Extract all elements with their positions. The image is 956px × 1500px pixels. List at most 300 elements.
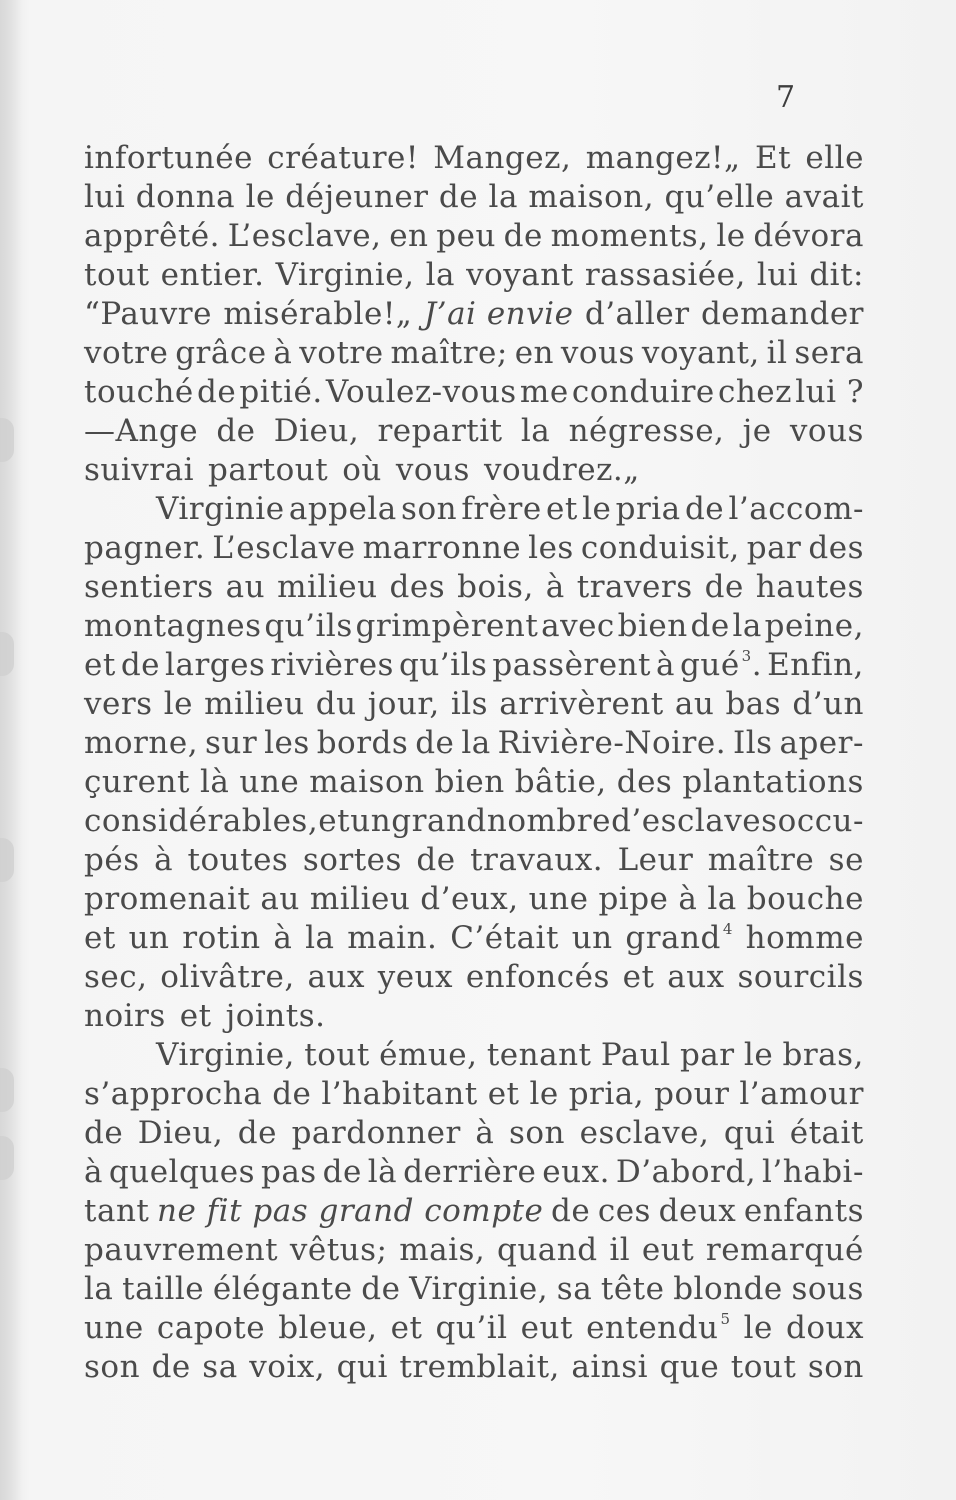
word: montagnes — [84, 608, 262, 644]
word: grimpèrent — [355, 608, 539, 644]
word: lui — [756, 257, 799, 293]
word: aux — [667, 959, 725, 995]
page-number: 7 — [776, 80, 797, 115]
word: entier. — [160, 257, 265, 293]
word: émue, — [379, 1037, 478, 1073]
word: et — [622, 959, 655, 995]
word: milieu — [204, 686, 305, 722]
word: Voulez-vous — [325, 374, 517, 410]
word: et — [179, 998, 212, 1034]
word: larges — [165, 647, 266, 683]
word: tant — [84, 1193, 150, 1229]
word: tout — [730, 1349, 797, 1385]
text-line — [84, 1075, 864, 1114]
word: le — [245, 179, 275, 215]
word: tremblait, — [399, 1349, 560, 1385]
word: des — [389, 569, 446, 605]
word: de — [361, 1271, 401, 1307]
word-with-footnote — [625, 919, 733, 958]
word: voix, — [249, 1349, 326, 1385]
word: lui ? — [795, 374, 864, 410]
word: un — [128, 920, 170, 956]
word: bas — [725, 686, 782, 722]
word: l’habi- — [762, 1154, 864, 1190]
word: de — [438, 179, 479, 215]
word: demander — [700, 296, 864, 332]
text-line — [84, 451, 864, 490]
word: d’esclaves — [611, 803, 778, 839]
word: l’accom- — [728, 491, 864, 527]
word: la — [425, 257, 455, 293]
word: Virginie, — [409, 1271, 549, 1307]
word: pauvrement — [84, 1232, 279, 1268]
text-line — [84, 1309, 864, 1348]
word: se — [828, 842, 864, 878]
word: touché — [84, 374, 194, 410]
word: morne, — [84, 725, 199, 761]
word: de — [322, 1154, 362, 1190]
word: qui — [336, 1349, 388, 1385]
word: enfants — [743, 1193, 864, 1229]
word: tout — [84, 257, 150, 293]
word: de — [196, 374, 237, 410]
word: Virginie — [156, 491, 285, 527]
word: quelques — [108, 1154, 256, 1190]
word: d’aller — [584, 296, 690, 332]
word: Mangez, — [433, 140, 572, 176]
word: dit: — [809, 257, 864, 293]
binding-hole — [0, 632, 14, 676]
word: conduisit, — [580, 530, 740, 566]
word: travers — [576, 569, 693, 605]
word: des — [616, 764, 673, 800]
text-line — [84, 295, 864, 334]
word: la — [520, 413, 551, 449]
word: le — [582, 491, 612, 527]
word: vous — [395, 452, 470, 488]
word: bois, — [457, 569, 534, 605]
word: maison — [309, 764, 425, 800]
word: entendu — [586, 1310, 719, 1346]
word: vêtus; — [289, 1232, 388, 1268]
text-line — [84, 997, 864, 1036]
word: où — [342, 452, 382, 488]
italic-phrase: ne fit pas grand compte — [157, 1193, 544, 1229]
word: au — [260, 881, 300, 917]
word: de — [272, 1076, 312, 1112]
text-line — [84, 334, 864, 373]
word: il — [609, 1232, 631, 1268]
word: aux — [307, 959, 365, 995]
word: peu — [436, 218, 496, 254]
word: de — [84, 1115, 124, 1151]
word: tenant — [486, 1037, 592, 1073]
word: sur — [204, 725, 258, 761]
word: gué — [680, 647, 740, 683]
word: bâtie, — [514, 764, 607, 800]
word: une — [84, 1310, 144, 1346]
word: Ils — [732, 725, 773, 761]
word: de — [684, 491, 725, 527]
word: de — [416, 842, 456, 878]
word: votre — [299, 335, 384, 371]
word: à — [84, 1154, 103, 1190]
word: moments, — [550, 218, 709, 254]
text-line — [84, 412, 864, 451]
binding-hole — [0, 1136, 14, 1180]
word: je — [742, 413, 772, 449]
word: tête — [600, 1271, 665, 1307]
word: C’était — [450, 920, 559, 956]
word: travaux. — [470, 842, 604, 878]
text-line — [84, 256, 864, 295]
word: yeux — [377, 959, 454, 995]
word: rivières — [270, 647, 394, 683]
word: que — [659, 1349, 720, 1385]
word: olivâtre, — [160, 959, 295, 995]
word: son — [84, 1349, 141, 1385]
word: partout — [208, 452, 329, 488]
text-line — [84, 685, 864, 724]
word: passèrent — [492, 647, 651, 683]
word: L’esclave — [212, 530, 356, 566]
word: pitié. — [239, 374, 323, 410]
text-line — [84, 724, 864, 763]
word: esclave, — [579, 1115, 710, 1151]
word: arrivèrent — [499, 686, 664, 722]
word: suivrai — [84, 452, 195, 488]
word: elle — [805, 140, 864, 176]
text-line — [84, 607, 864, 646]
word: qu’il — [435, 1310, 508, 1346]
binding-hole — [0, 838, 14, 882]
word: avait — [784, 179, 864, 215]
text-line — [84, 529, 864, 568]
text-line — [84, 1192, 864, 1231]
text-line — [84, 139, 864, 178]
word: à — [273, 920, 293, 956]
word: taille — [122, 1271, 205, 1307]
word: d’eux, — [420, 881, 519, 917]
word: rotin — [182, 920, 261, 956]
word: vous — [560, 335, 635, 371]
word: occu- — [777, 803, 864, 839]
word: en — [389, 218, 429, 254]
word: homme — [745, 920, 864, 956]
word: —Ange — [84, 413, 199, 449]
word: d’un — [792, 686, 864, 722]
word: la — [461, 725, 491, 761]
word: de — [237, 1115, 277, 1151]
word: déjeuner — [285, 179, 429, 215]
word: la — [84, 1271, 114, 1307]
word: Leur — [617, 842, 694, 878]
word: la — [707, 881, 737, 917]
word: enfoncés — [465, 959, 610, 995]
word: derrière — [403, 1154, 537, 1190]
word: milieu — [309, 881, 411, 917]
word: toutes — [187, 842, 289, 878]
text-line — [84, 373, 864, 412]
word: tout — [304, 1037, 370, 1073]
word: voyant, — [641, 335, 760, 371]
word: son — [807, 1349, 864, 1385]
word: blonde — [673, 1271, 783, 1307]
word: à — [475, 1115, 495, 1151]
word: et — [84, 647, 116, 683]
word: main. — [347, 920, 438, 956]
word: négresse, — [568, 413, 725, 449]
word: qui — [723, 1115, 776, 1151]
word: eut — [520, 1310, 573, 1346]
word: appela — [288, 491, 397, 527]
text-line — [84, 1231, 864, 1270]
word: élégante — [212, 1271, 353, 1307]
word: mangez!„ — [585, 140, 741, 176]
word: conduire — [571, 374, 715, 410]
text-line — [84, 1036, 864, 1075]
word: un — [571, 920, 613, 956]
word: à — [273, 335, 293, 371]
text-line — [84, 490, 864, 529]
word: maître — [707, 842, 815, 878]
word: jour, — [367, 686, 440, 722]
word: marronne — [362, 530, 522, 566]
word: ils — [450, 686, 489, 722]
word: doux — [786, 1310, 864, 1346]
word: pria, — [568, 1076, 645, 1112]
word: joints. — [225, 998, 326, 1034]
word: une — [239, 764, 300, 800]
word: sa — [556, 1271, 593, 1307]
word: de — [415, 725, 455, 761]
word: apprêté. — [84, 218, 220, 254]
word: la — [732, 608, 762, 644]
word: çurent — [84, 764, 190, 800]
word: et — [84, 920, 116, 956]
word: aper- — [779, 725, 864, 761]
word: sec, — [84, 959, 148, 995]
word: dévora — [753, 218, 864, 254]
word: pria — [615, 491, 681, 527]
word: maître; — [390, 335, 508, 371]
word: rassasiée, — [584, 257, 746, 293]
text-line — [84, 178, 864, 217]
text-line — [84, 763, 864, 802]
word: le — [743, 1310, 773, 1346]
word: une — [528, 881, 589, 917]
word: eut — [641, 1232, 695, 1268]
word: Virginie, — [275, 257, 415, 293]
word: avec — [541, 608, 615, 644]
word: le — [163, 686, 193, 722]
word: frère — [461, 491, 542, 527]
word: Dieu, — [137, 1115, 224, 1151]
text-line — [84, 1348, 864, 1387]
word: des — [808, 530, 864, 566]
word: pas — [260, 1154, 317, 1190]
word: la — [488, 179, 518, 215]
word: nombre — [486, 803, 611, 839]
body-text — [84, 139, 864, 1387]
word: voyant — [466, 257, 574, 293]
word: eux. — [542, 1154, 610, 1190]
word: sourcils — [737, 959, 864, 995]
footnote-marker: 3 — [741, 647, 752, 665]
word: peine, — [764, 608, 864, 644]
word: les — [528, 530, 574, 566]
word: de — [216, 413, 256, 449]
spine-shadow — [0, 0, 22, 1500]
word: qu’elle — [664, 179, 775, 215]
word: le — [716, 218, 746, 254]
word: repartit — [377, 413, 503, 449]
word: l’habitant — [321, 1076, 478, 1112]
word: qu’ils — [399, 647, 488, 683]
word: de — [503, 218, 543, 254]
word: de — [120, 647, 161, 683]
word: pipe — [598, 881, 669, 917]
word: un — [350, 803, 392, 839]
text-line — [84, 646, 864, 685]
word: “Pauvre — [84, 296, 212, 332]
italic-phrase: J’ai envie — [423, 296, 574, 332]
word: vous — [789, 413, 864, 449]
word-with-footnote — [586, 1309, 730, 1348]
word: là — [199, 764, 230, 800]
word: créature! — [267, 140, 419, 176]
word: sa — [202, 1349, 238, 1385]
text-line — [84, 919, 864, 958]
word: Dieu, — [273, 413, 360, 449]
word: Virginie, — [156, 1037, 295, 1073]
word: L’esclave, — [227, 218, 382, 254]
word: chez — [717, 374, 792, 410]
word: le — [529, 1076, 559, 1112]
text-line — [84, 1153, 864, 1192]
word: maison, — [528, 179, 655, 215]
word: bords — [316, 725, 409, 761]
word: pagner. — [84, 530, 206, 566]
word: mais, — [399, 1232, 486, 1268]
word: par — [746, 530, 802, 566]
word: donna — [135, 179, 236, 215]
word: de — [704, 569, 744, 605]
word: et — [318, 803, 351, 839]
text-line — [84, 1114, 864, 1153]
word: la — [305, 920, 335, 956]
word-with-footnote: gué $^3$. — [680, 647, 763, 683]
text-line — [84, 880, 864, 919]
word: voudrez.„ — [483, 452, 640, 488]
word: Et — [754, 140, 792, 176]
text-line — [84, 1270, 864, 1309]
word: qu’ils — [264, 608, 353, 644]
word: par — [679, 1037, 735, 1073]
word: vers — [84, 686, 153, 722]
word: noirs — [84, 998, 166, 1034]
word: considérables, — [84, 803, 319, 839]
word: pour — [654, 1076, 730, 1112]
word: l’amour — [739, 1076, 864, 1112]
footnote-marker: 5 — [720, 1310, 731, 1328]
word: de — [690, 608, 730, 644]
word: sentiers — [84, 569, 214, 605]
word: D’abord, — [615, 1154, 757, 1190]
text-line — [84, 841, 864, 880]
word: ces — [597, 1193, 651, 1229]
word: il — [766, 335, 788, 371]
binding-hole — [0, 418, 14, 462]
word: promenait — [84, 881, 251, 917]
word: était — [789, 1115, 864, 1151]
word: misérable!„ — [223, 296, 413, 332]
word: et — [545, 491, 578, 527]
word: Paul — [600, 1037, 671, 1073]
word: à — [678, 881, 698, 917]
word: pardonner — [291, 1115, 461, 1151]
word: là — [367, 1154, 398, 1190]
word: au — [674, 686, 715, 722]
word: sera — [794, 335, 864, 371]
word: de — [551, 1193, 591, 1229]
text-line — [84, 958, 864, 997]
text-line — [84, 568, 864, 607]
word: à — [154, 842, 174, 878]
word: bleue, — [278, 1310, 378, 1346]
binding-hole — [0, 1068, 14, 1112]
word: grâce — [175, 335, 267, 371]
word: hautes — [755, 569, 864, 605]
word: Rivière-Noire. — [497, 725, 727, 761]
word: sous — [791, 1271, 864, 1307]
word: me — [519, 374, 569, 410]
footnote-marker: 4 — [722, 920, 733, 938]
text-line — [84, 802, 864, 841]
word: bras, — [782, 1037, 864, 1073]
word: au — [225, 569, 266, 605]
word: et — [487, 1076, 520, 1112]
word: bouche — [746, 881, 864, 917]
word: grand — [625, 920, 721, 956]
word: infortunée — [84, 140, 253, 176]
word: sortes — [302, 842, 402, 878]
word: à — [545, 569, 565, 605]
word: milieu — [277, 569, 378, 605]
word: deux — [658, 1193, 737, 1229]
word: en — [514, 335, 555, 371]
word: lui — [84, 179, 126, 215]
word: son — [401, 491, 458, 527]
word: son — [508, 1115, 566, 1151]
text-line — [84, 217, 864, 256]
word: remarqué — [705, 1232, 864, 1268]
word: grand — [391, 803, 487, 839]
word: bien — [617, 608, 688, 644]
word: bien — [434, 764, 505, 800]
word: de — [151, 1349, 191, 1385]
word: s’approcha — [84, 1076, 263, 1112]
word: à — [656, 647, 675, 683]
word: quand — [497, 1232, 598, 1268]
word: plantations — [682, 764, 864, 800]
word: du — [315, 686, 357, 722]
word: capote — [156, 1310, 266, 1346]
word: et — [390, 1310, 423, 1346]
word: pés — [84, 842, 140, 878]
word: les — [264, 725, 310, 761]
word: Enfin, — [767, 647, 864, 683]
